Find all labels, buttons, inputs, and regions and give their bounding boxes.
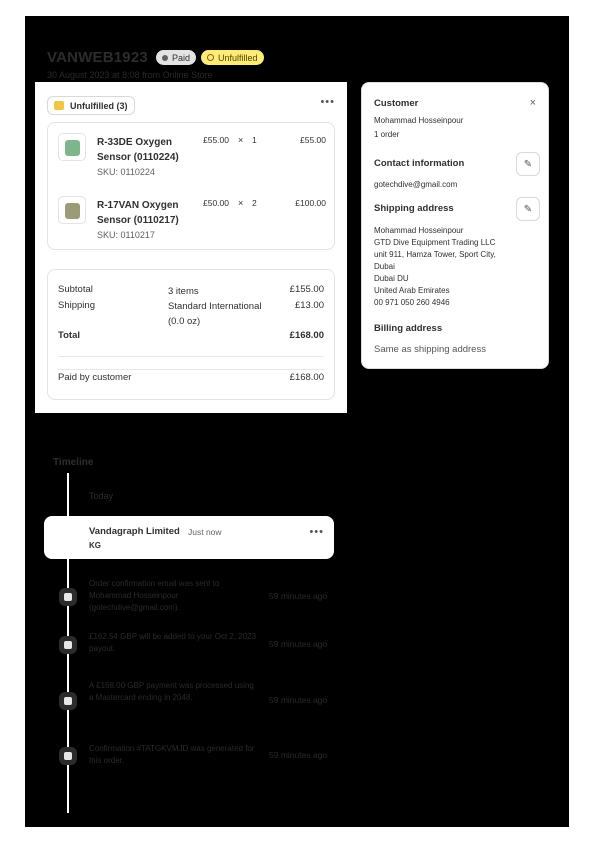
comment-author: Vandagraph Limited	[89, 526, 180, 537]
unfulfilled-badge	[201, 50, 264, 65]
paid-label: Paid by customer	[58, 372, 132, 383]
unfulfilled-badge-label: Unfulfilled	[218, 52, 258, 63]
customer-card	[361, 82, 549, 369]
comment-initials: KG	[89, 541, 101, 550]
timeline-event-time: 59 minutes ago	[269, 750, 328, 760]
order-page	[25, 16, 569, 827]
line-item	[48, 131, 334, 191]
address-line: Dubai	[374, 262, 395, 271]
timeline-event-text: A £168.00 GBP payment was processed using a Mastercard ending in 2048.	[89, 681, 254, 702]
customer-email-link[interactable]: gotechdive@gmail.com	[374, 180, 458, 189]
customer-order-count[interactable]: 1 order	[374, 130, 400, 139]
billing-heading: Billing address	[374, 323, 443, 334]
times-sign: ×	[238, 135, 244, 145]
times-sign: ×	[238, 198, 244, 208]
paid-value: £168.00	[289, 372, 324, 383]
product-sku: SKU: 0110224	[97, 167, 155, 177]
payment-summary	[47, 269, 335, 400]
timeline-event-text: £162.54 GBP will be added to your Oct 2, 2023 payout.	[89, 632, 257, 653]
address-line: Mohammad Hosseinpour	[374, 226, 464, 235]
timeline-event-time: 59 minutes ago	[269, 639, 328, 649]
shipping-address	[374, 225, 496, 309]
shipping-heading: Shipping address	[374, 203, 454, 214]
timeline-event-text: Confirmation #TATGKVMJD was generated for this order.	[89, 744, 255, 765]
address-line: 00 971 050 260 4946	[374, 298, 450, 307]
contact-heading: Contact information	[374, 158, 465, 169]
timeline-event-time: 59 minutes ago	[269, 591, 328, 601]
timeline-event-time: 59 minutes ago	[269, 695, 328, 705]
product-image-icon	[65, 203, 80, 219]
subtotal-items: 3 items	[168, 286, 199, 297]
unit-price: £55.00	[203, 135, 229, 145]
quantity: 2	[252, 198, 257, 208]
quantity: 1	[252, 135, 257, 145]
pencil-icon: ✎	[523, 158, 533, 170]
address-line: United Arab Emirates	[374, 286, 450, 295]
fulfillment-card	[35, 82, 347, 413]
comment-more-button[interactable]: •••	[309, 526, 324, 538]
timeline-event-dot-icon	[59, 692, 77, 710]
shipping-value: £13.00	[294, 300, 324, 311]
timeline-comment	[44, 516, 334, 559]
total-label: Total	[58, 330, 80, 341]
paid-badge	[156, 50, 196, 65]
unfulfilled-status-pill	[47, 96, 135, 115]
product-thumbnail[interactable]	[58, 196, 86, 224]
address-line: unit 911, Hamza Tower, Sport City,	[374, 250, 496, 259]
comment-time: Just now	[188, 527, 222, 537]
product-name-link[interactable]: R-17VAN Oxygen Sensor (0110217)	[97, 200, 179, 226]
order-title: VANWEB1923	[47, 49, 148, 66]
timeline-heading: Timeline	[53, 457, 94, 468]
edit-shipping-button[interactable]	[516, 197, 540, 221]
paid-dot-icon	[162, 55, 168, 61]
timeline-event-dot-icon	[59, 636, 77, 654]
package-icon	[54, 101, 64, 110]
timeline-event-dot-icon	[59, 588, 77, 606]
product-sku: SKU: 0110217	[97, 230, 155, 240]
customer-heading: Customer	[374, 98, 419, 109]
shipping-method: Standard International (0.0 oz)	[168, 301, 262, 327]
product-name-link[interactable]: R-33DE Oxygen Sensor (0110224)	[97, 137, 179, 163]
customer-name-link[interactable]: Mohammad Hosseinpour	[374, 116, 464, 125]
line-items-list	[47, 122, 335, 250]
unfulfilled-count-label: Unfulfilled (3)	[70, 100, 128, 111]
line-total: £100.00	[295, 198, 326, 208]
close-icon[interactable]: ×	[529, 97, 536, 109]
divider	[58, 369, 324, 370]
timeline-date-group: Today	[89, 491, 114, 501]
subtotal-value: £155.00	[289, 284, 324, 295]
billing-address-text: Same as shipping address	[374, 344, 486, 355]
more-actions-button[interactable]: •••	[320, 96, 335, 108]
total-value: £168.00	[289, 330, 324, 341]
timeline-event-dot-icon	[59, 747, 77, 765]
unfulfilled-dot-icon	[207, 54, 214, 61]
product-image-icon	[65, 140, 80, 156]
edit-contact-button[interactable]	[516, 152, 540, 176]
unit-price: £50.00	[203, 198, 229, 208]
product-thumbnail[interactable]	[58, 133, 86, 161]
address-line: Dubai DU	[374, 274, 409, 283]
subtotal-label: Subtotal	[58, 284, 93, 295]
divider	[58, 356, 324, 357]
timeline-event-text: Order confirmation email was sent to Mohammad Hosseinpour (gotechdive@gmail.com).	[89, 579, 220, 612]
line-item	[48, 194, 334, 254]
shipping-label: Shipping	[58, 300, 95, 311]
paid-badge-label: Paid	[172, 52, 191, 63]
order-subtitle: 30 August 2023 at 8:08 from Online Store	[47, 70, 213, 80]
pencil-icon: ✎	[523, 203, 533, 215]
address-line: GTD Dive Equipment Trading LLC	[374, 238, 496, 247]
line-total: £55.00	[300, 135, 326, 145]
